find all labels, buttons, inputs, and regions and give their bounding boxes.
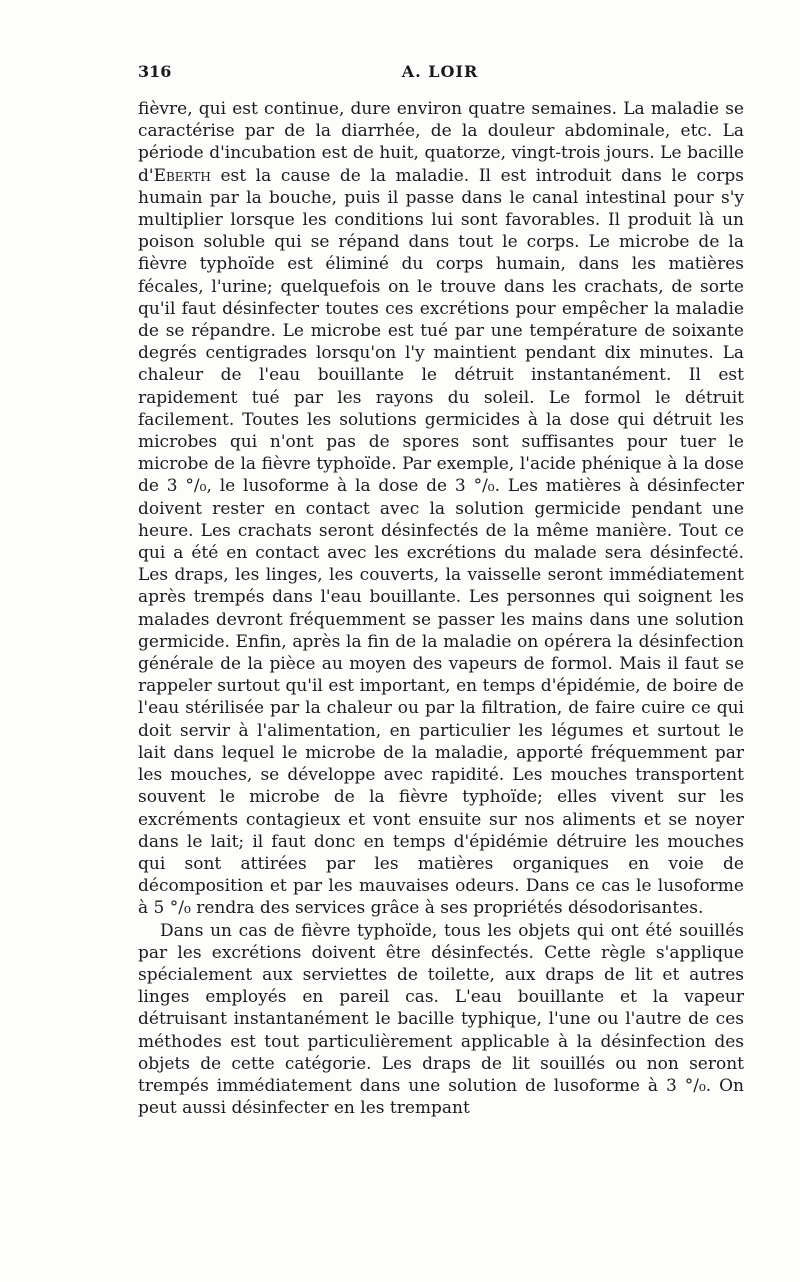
paragraph-text: est la cause de la maladie. Il est introduit dans le corps humain par la bouche, puis il passe dans le canal intestinal pour s'y multiplier lorsque les conditions lui sont favorables. Il produit là un poison soluble qui se répand dans tout le corps. Le microbe de la fièvre typhoïde est éliminé du corps humain, dans les matières fécales, l'urine; quelquefois on le trouve dans les crachats, de sorte qu'il faut désinfecter toutes ces excrétions pour empêcher la maladie de se répandre. Le microbe est tué par une température de soixante degrés centigrades lorsqu'on l'y maintient pendant dix minutes. La chaleur de l'eau bouillante le détruit instantanément. Il est rapidement tué par les rayons du soleil. Le formol le détruit facilement. Toutes les solutions germicides à la dose qui détruit les microbes qui n'ont pas de spores sont suffisantes pour tuer le microbe de la fièvre typhoïde. Par exemple, l'acide phénique à la dose de 3 °/₀, le lusoforme à la dose de 3 °/₀. Les matières à désinfecter doivent rester en contact avec la solution germicide pendant une heure. Les crachats seront désinfectés de la même manière. Tout ce qui a été en contact avec les excrétions du malade sera désinfecté. Les draps, les linges, les couverts, la vaisselle seront immédiatement après trempés dans l'eau bouillante. Les personnes qui soignent les malades devront fréquemment se passer les mains dans une solution germicide. Enfin, après la fin de la maladie on opérera la désinfection générale de la pièce au moyen des vapeurs de formol. Mais il faut se rappeler surtout qu'il est important, en temps d'épidémie, de boire de l'eau stérilisée par la chaleur ou par la filtration, de faire cuire ce qui doit servir à l'alimentation, en particulier les légumes et surtout le lait dans lequel le microbe de la maladie, apporté fréquemment par les mouches, se développe avec rapidité. Les mouches transportent souvent le microbe de la fièvre typhoïde; elles vivent sur les excréments contagieux et vont ensuite sur nos aliments et se noyer dans le lait; il faut donc en temps d'épidémie détruire les mouches qui sont attirées par les matières organiques en voie de décomposition et par les mauvaises odeurs. Dans ce cas le lusoforme à 5 °/₀ rendra des services grâce à ses propriétés désodorisantes. xyxy=(138,165,744,919)
paragraph xyxy=(138,98,744,920)
page-header xyxy=(138,62,742,86)
author-name: Eberth xyxy=(153,165,211,186)
running-head: A. LOIR xyxy=(401,62,479,81)
paragraph: Dans un cas de fièvre typhoïde, tous les objets qui ont été souillés par les excrétions doivent être désinfectés. Cette règle s'applique spécialement aux serviettes de toilette, aux draps de lit et autres linges employés en pareil cas. L'eau bouillante et la vapeur détruisant instantanément le bacille typhique, l'une ou l'autre de ces méthodes est tout particulièrement applicable à la désinfection des objets de cette catégorie. Les draps de lit souillés ou non seront trempés immédiatement dans une solution de lusoforme à 3 °/₀. On peut aussi désinfecter en les trempant xyxy=(138,920,744,1119)
page-number: 316 xyxy=(138,62,172,81)
paragraph-text: fièvre, qui est continue, dure environ quatre semaines. La maladie se caractérise par de la diarrhée, de la douleur abdominale, etc. La période d'incubation est de huit, quatorze, vingt-trois jours. Le bacille d' xyxy=(138,99,744,186)
body-text xyxy=(138,98,744,1119)
